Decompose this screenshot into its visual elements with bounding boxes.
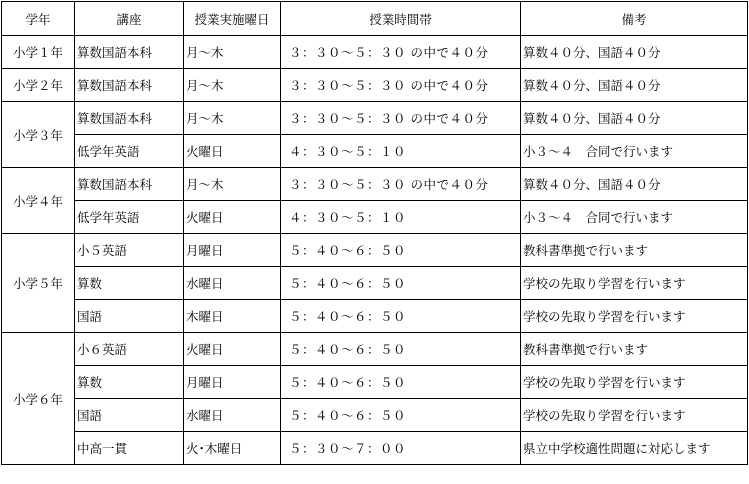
note-cell: 学校の先取り学習を行います xyxy=(521,366,748,399)
days-cell: 火曜日 xyxy=(184,135,281,168)
note-cell: 学校の先取り学習を行います xyxy=(521,300,748,333)
header-grade: 学年 xyxy=(2,2,75,36)
time-cell: ４：３０～５：１０ xyxy=(281,135,521,168)
table-row xyxy=(2,366,748,399)
course-cell: 小５英語 xyxy=(75,234,184,267)
time-cell: ５：４０～６：５０ xyxy=(281,399,521,432)
time-cell: ５：３０～７：００ xyxy=(281,432,521,465)
days-cell: 月曜日 xyxy=(184,366,281,399)
course-cell: 算数国語本科 xyxy=(75,36,184,69)
table-row xyxy=(2,36,748,69)
days-cell: 月～木 xyxy=(184,36,281,69)
table-row xyxy=(2,201,748,234)
note-cell: 教科書準拠で行います xyxy=(521,234,748,267)
grade-cell: 小学１年 xyxy=(2,36,75,69)
days-cell: 月～木 xyxy=(184,168,281,201)
course-cell: 算数 xyxy=(75,267,184,300)
note-cell: 学校の先取り学習を行います xyxy=(521,267,748,300)
header-days: 授業実施曜日 xyxy=(184,2,281,36)
days-cell: 水曜日 xyxy=(184,399,281,432)
table-row xyxy=(2,399,748,432)
note-cell: 小３～４ 合同で行います xyxy=(521,201,748,234)
days-cell: 月～木 xyxy=(184,69,281,102)
header-note: 備考 xyxy=(521,2,748,36)
header-course: 講座 xyxy=(75,2,184,36)
note-cell: 算数４０分、国語４０分 xyxy=(521,102,748,135)
note-cell: 算数４０分、国語４０分 xyxy=(521,36,748,69)
table-row xyxy=(2,102,748,135)
header-time: 授業時間帯 xyxy=(281,2,521,36)
time-cell: ３：３０～５：３０ の中で４０分 xyxy=(281,102,521,135)
table-row xyxy=(2,267,748,300)
time-cell: ５：４０～６：５０ xyxy=(281,234,521,267)
days-cell: 木曜日 xyxy=(184,300,281,333)
table-row xyxy=(2,69,748,102)
days-cell: 火･木曜日 xyxy=(184,432,281,465)
course-cell: 低学年英語 xyxy=(75,135,184,168)
table-row xyxy=(2,432,748,465)
course-cell: 算数 xyxy=(75,366,184,399)
days-cell: 火曜日 xyxy=(184,333,281,366)
time-cell: ５：４０～６：５０ xyxy=(281,300,521,333)
table-row xyxy=(2,135,748,168)
grade-cell: 小学２年 xyxy=(2,69,75,102)
note-cell: 算数４０分、国語４０分 xyxy=(521,69,748,102)
course-cell: 算数国語本科 xyxy=(75,168,184,201)
table-row xyxy=(2,234,748,267)
grade-cell: 小学６年 xyxy=(2,333,75,465)
table-row xyxy=(2,168,748,201)
days-cell: 月曜日 xyxy=(184,234,281,267)
table-row xyxy=(2,300,748,333)
days-cell: 火曜日 xyxy=(184,201,281,234)
time-cell: ５：４０～６：５０ xyxy=(281,366,521,399)
grade-cell: 小学３年 xyxy=(2,102,75,168)
course-cell: 算数国語本科 xyxy=(75,102,184,135)
note-cell: 県立中学校適性問題に対応します xyxy=(521,432,748,465)
time-cell: ３：３０～５：３０ の中で４０分 xyxy=(281,69,521,102)
days-cell: 水曜日 xyxy=(184,267,281,300)
grade-cell: 小学４年 xyxy=(2,168,75,234)
time-cell: ４：３０～５：１０ xyxy=(281,201,521,234)
grade-cell: 小学５年 xyxy=(2,234,75,333)
course-cell: 算数国語本科 xyxy=(75,69,184,102)
course-cell: 国語 xyxy=(75,399,184,432)
header-row xyxy=(2,2,748,36)
note-cell: 小３～４ 合同で行います xyxy=(521,135,748,168)
course-cell: 小６英語 xyxy=(75,333,184,366)
course-cell: 国語 xyxy=(75,300,184,333)
table-row xyxy=(2,333,748,366)
time-cell: ５：４０～６：５０ xyxy=(281,333,521,366)
course-cell: 低学年英語 xyxy=(75,201,184,234)
time-cell: ５：４０～６：５０ xyxy=(281,267,521,300)
note-cell: 教科書準拠で行います xyxy=(521,333,748,366)
time-cell: ３：３０～５：３０ の中で４０分 xyxy=(281,168,521,201)
note-cell: 算数４０分、国語４０分 xyxy=(521,168,748,201)
schedule-table xyxy=(1,1,748,465)
days-cell: 月～木 xyxy=(184,102,281,135)
course-cell: 中高一貫 xyxy=(75,432,184,465)
note-cell: 学校の先取り学習を行います xyxy=(521,399,748,432)
time-cell: ３：３０～５：３０ の中で４０分 xyxy=(281,36,521,69)
table-body xyxy=(2,36,748,465)
